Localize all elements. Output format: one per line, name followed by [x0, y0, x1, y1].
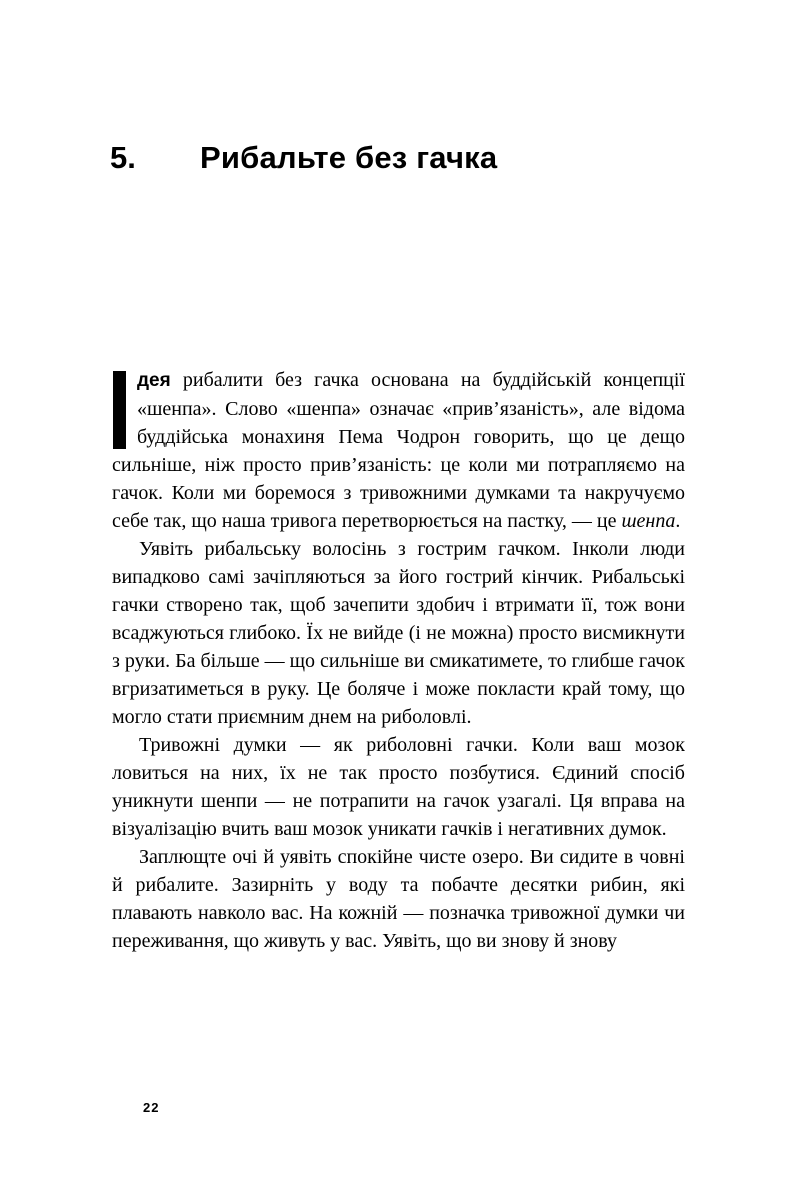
term-shenpa: шенпа: [621, 510, 676, 532]
dropcap-letter: [113, 371, 126, 449]
chapter-title: Рибальте без гачка: [200, 140, 498, 175]
paragraph-2: Уявіть рибальську волосінь з гострим гачком. Інколи люди випадково самі зачіпляються за його гострий кінчик. Рибальські гачки створено так, щоб зачепити здобич і втримати її, тож вони всаджуються глибоко. Їх не вийде (і не можна) просто висмикнути з руки. Ба більше — що сильніше ви смикатимете, то глибше гачок вгризатиметься в руку. Це боляче і може покласти край тому, що могло стати приємним днем на риболовлі.: [112, 538, 685, 728]
page-number: 22: [143, 1100, 160, 1115]
chapter-heading: [110, 139, 686, 177]
paragraph-1-tail: .: [675, 510, 681, 532]
paragraph-1-text: рибалити без гачка основана на буддійській концепції «шенпа». Слово «шенпа» означає «прив’язаність», але відома буддійська монахиня Пема Чодрон говорить, що це дещо сильніше, ніж просто прив’язаність: це коли ми потрапляємо на гачок. Коли ми боремося з тривожними думками та накручуємо себе так, що наша тривога перетворюється на пастку, — це: [112, 369, 685, 532]
lead-word: дея: [137, 370, 171, 391]
body-text: [112, 366, 685, 955]
paragraph-1: [112, 366, 685, 535]
paragraph-3: Тривожні думки — як риболовні гачки. Коли ваш мозок ловиться на них, їх не так просто позбутися. Єдиний спосіб уникнути шенпи — не потрапити на гачок узагалі. Ця вправа на візуалізацію вчить ваш мозок уникати гачків і негативних думок.: [112, 734, 685, 840]
paragraph-4: Заплющте очі й уявіть спокійне чисте озеро. Ви сидите в човні й рибалите. Зазирніть у воду та побачте десятки рибин, які плавають навколо вас. На кожній — позначка тривожної думки чи переживання, що живуть у вас. Уявіть, що ви знову й знову: [112, 846, 685, 952]
chapter-number: 5.: [110, 140, 136, 175]
